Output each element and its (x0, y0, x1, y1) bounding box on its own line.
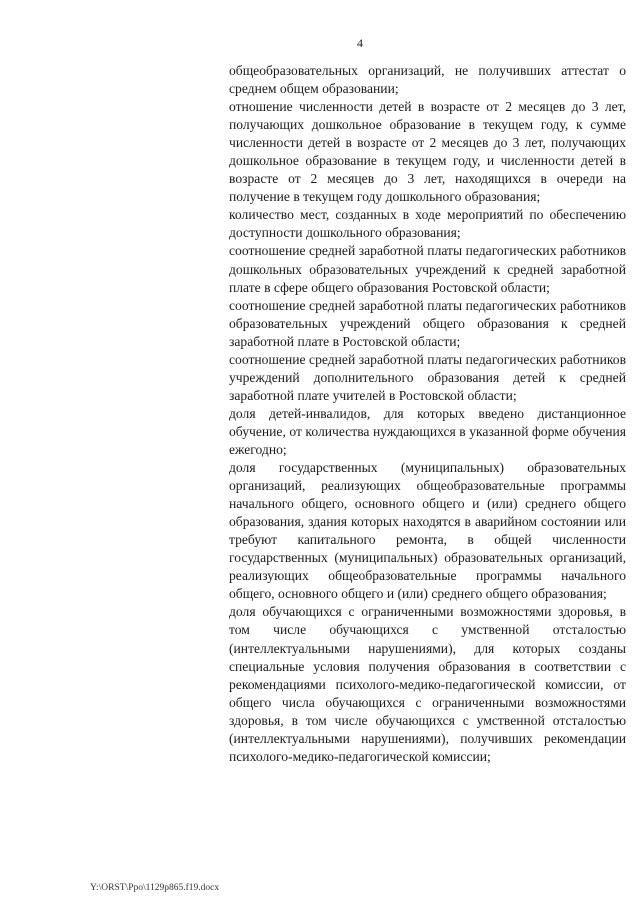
paragraph: доля обучающихся с ограниченными возможностями здоровья, в том числе обучающихся с умственной отсталостью (интеллектуальными нарушениями), для которых созданы специальные условия получения образования в соответствии с рекомендациями психолого-медико-педагогической комиссии, от общего числа обучающихся с ограниченными возможностями здоровья, в том числе обучающихся с умственной отсталостью (интеллектуальными нарушениями), получивших рекомендации психолого-медико-педагогической комиссии; (229, 604, 626, 764)
paragraph: общеобразовательных организаций, не получивших аттестат о среднем общем образовании; (229, 63, 626, 97)
paragraph: количество мест, созданных в ходе мероприятий по обеспечению доступности дошкольного образования; (229, 207, 626, 241)
paragraph: соотношение средней заработной платы педагогических работников образовательных учреждений общего образования к средней заработной плате в Ростовской области; (229, 297, 626, 349)
paragraph: доля государственных (муниципальных) образовательных организаций, реализующих общеобразовательные программы начального общего, основного общего и (или) среднего общего образования, здания которых находятся в аварийном состоянии или требуют капитального ремонта, в общей численности государственных (муниципальных) образовательных организаций, реализующих общеобразовательные программы начального общего, основного общего и (или) среднего общего образования; (229, 460, 626, 602)
file-path-footer: Y:\ORST\Ppo\1129p865.f19.docx (90, 883, 220, 893)
paragraph: соотношение средней заработной платы педагогических работников учреждений дополнительного образования детей к средней заработной плате учителей в Ростовской области; (229, 351, 626, 403)
page-number: 4 (357, 36, 363, 50)
paragraph: доля детей-инвалидов, для которых введено дистанционное обучение, от количества нуждающихся в указанной форме обучения ежегодно; (229, 405, 626, 457)
paragraph: соотношение средней заработной платы педагогических работников дошкольных образовательных учреждений к средней заработной плате в сфере общего образования Ростовской области; (229, 243, 626, 295)
document-body (229, 62, 626, 766)
paragraph: отношение численности детей в возрасте от 2 месяцев до 3 лет, получающих дошкольное образование в текущем году, к сумме численности детей в возрасте от 2 месяцев до 3 лет, получающих дошкольное образование в текущем году, и численности детей в возрасте от 2 месяцев до 3 лет, находящихся в очереди на получение в текущем году дошкольного образования; (229, 99, 626, 205)
